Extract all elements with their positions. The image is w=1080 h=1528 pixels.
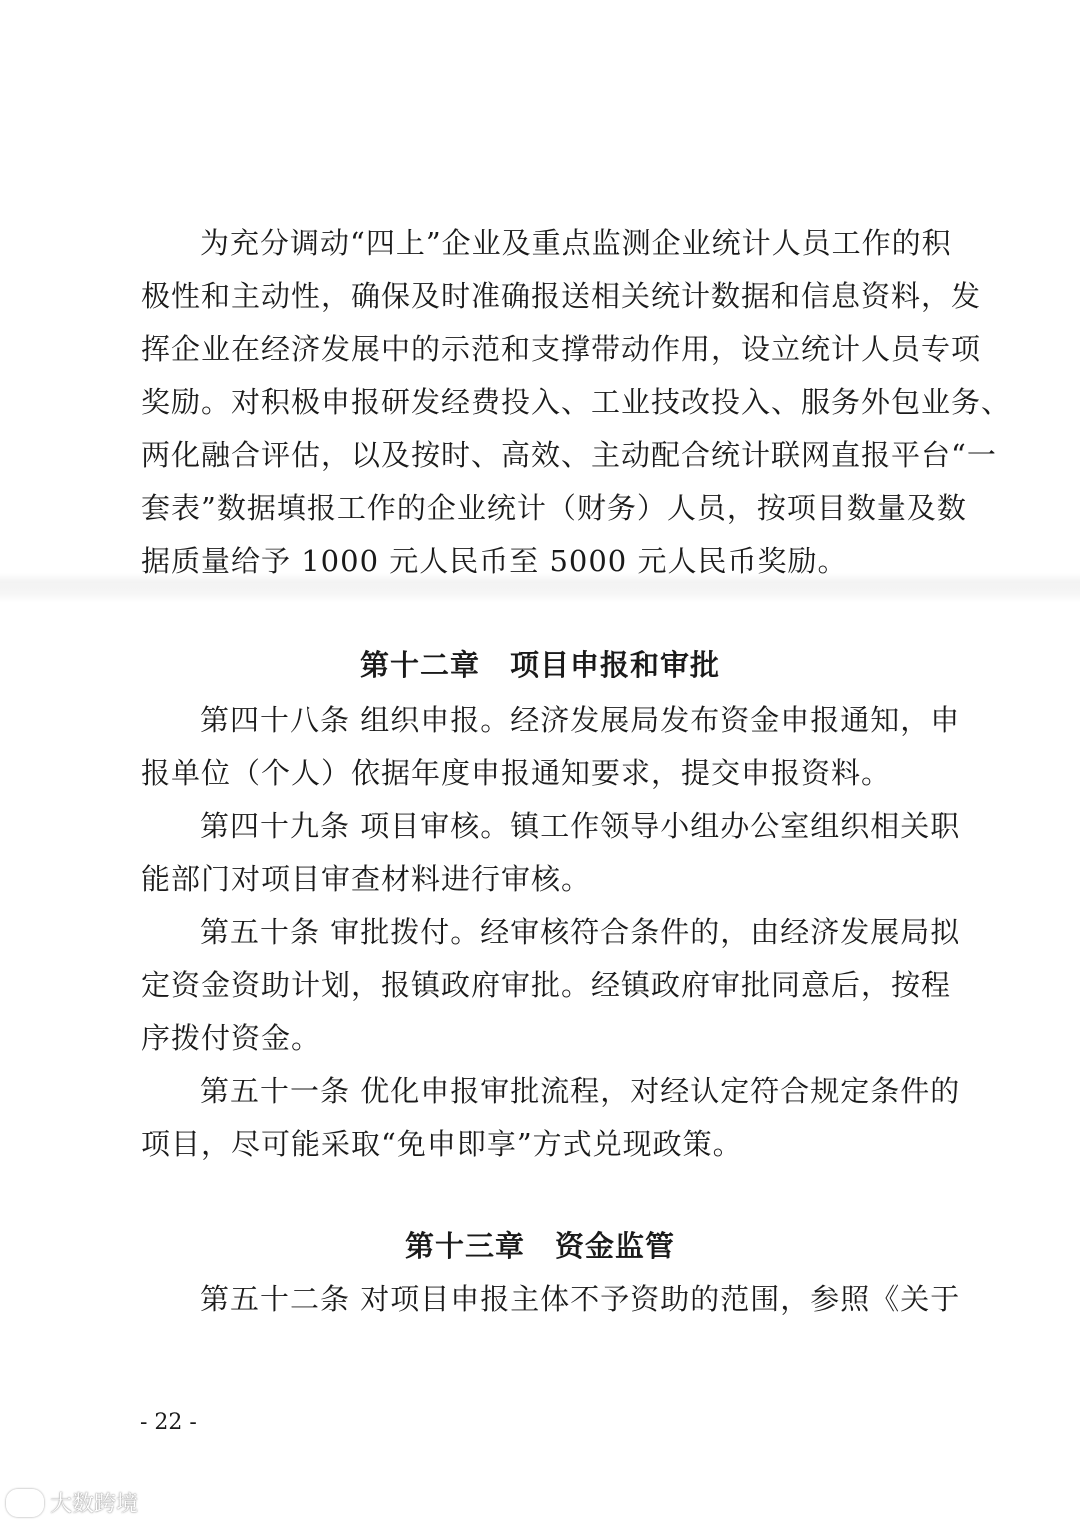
page-number: - 22 -: [140, 1410, 197, 1435]
chapter-heading: 第十二章 项目申报和审批: [359, 648, 720, 682]
watermark: [6, 1487, 138, 1518]
paragraph-line: 两化融合评估，以及按时、高效、主动配合统计联网直报平台“一: [141, 438, 997, 472]
article-line: 项目，尽可能采取“免申即享”方式兑现政策。: [141, 1127, 743, 1161]
paragraph-line: 极性和主动性，确保及时准确报送相关统计数据和信息资料，发: [141, 279, 982, 313]
watermark-text: 大数跨境: [50, 1492, 139, 1517]
watermark-logo-icon: [6, 1489, 44, 1517]
article-line: 第五十条 审批拨付。经审核符合条件的，由经济发展局拟: [200, 915, 961, 949]
article-line: 序拨付资金。: [141, 1021, 322, 1055]
paragraph-line: 奖励。对积极申报研发经费投入、工业技改投入、服务外包业务、: [141, 385, 1012, 419]
chapter-heading: 第十三章 资金监管: [404, 1229, 675, 1263]
paragraph-line: 套表”数据填报工作的企业统计（财务）人员，按项目数量及数: [141, 491, 967, 525]
article-line: 报单位（个人）依据年度申报通知要求，提交申报资料。: [141, 756, 892, 790]
article-line: 第五十一条 优化申报审批流程，对经认定符合规定条件的: [200, 1074, 961, 1108]
article-line: 能部门对项目审查材料进行审核。: [141, 862, 592, 896]
article-line: 第五十二条 对项目申报主体不予资助的范围，参照《关于: [200, 1282, 961, 1316]
article-line: 第四十九条 项目审核。镇工作领导小组办公室组织相关职: [200, 809, 961, 843]
article-line: 定资金资助计划，报镇政府审批。经镇政府审批同意后，按程: [141, 968, 952, 1002]
paragraph-line: 为充分调动“四上”企业及重点监测企业统计人员工作的积: [200, 226, 952, 260]
paragraph-line: 挥企业在经济发展中的示范和支撑带动作用，设立统计人员专项: [141, 332, 982, 366]
paragraph-line: 据质量给予 1000 元人民币至 5000 元人民币奖励。: [141, 544, 848, 578]
article-line: 第四十八条 组织申报。经济发展局发布资金申报通知，申: [200, 703, 961, 737]
